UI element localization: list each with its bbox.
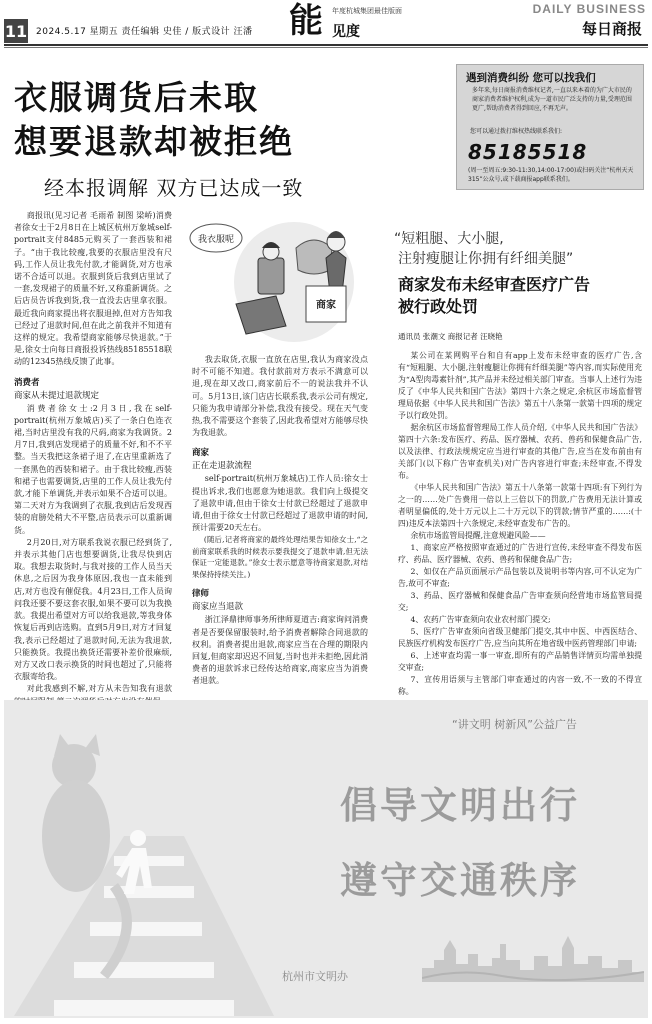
article2-paragraph: 3、药品、医疗器械和保健食品广告审查须向经营地市场监管局提交;	[398, 591, 642, 612]
section-name: 见度	[332, 24, 360, 40]
complaint-box-body: 多年来,每日商报消费维权记者,一直以来本着的为广大市民的商家消费者维护权利,成为一道市民广泛支持的力量,受理范围更广,帮助消费者得到回应,不再无声。	[472, 87, 632, 112]
hotline-number: 85185518	[468, 140, 588, 164]
city-skyline-graphic	[422, 920, 644, 982]
article1-column2	[192, 354, 368, 688]
lawyer-paragraph: 浙江泽鼎律师事务所律师夏道吉:商家询问消费者是否要保留服装时,给予消费者解除合同退款的权利。消费者提出退款,商家应当在合理的期限内回复,但商家却迟迟不回复,当时也并未拒绝,因此消费者的退款诉求已经传达给商家,商家应当为消费者退款。	[192, 615, 368, 686]
ad-organization: 杭州市文明办	[282, 970, 348, 983]
cat-pedestrian-illustration	[14, 726, 274, 1016]
article2-paragraph: 余杭市场监管局提醒,注意规避风险——	[410, 531, 546, 540]
article1-column1	[14, 210, 172, 708]
article-subtitle: 经本报调解 双方已达成一致	[44, 176, 304, 200]
article2-byline: 通讯员 张潮文 商报记者 汪晓艳	[398, 332, 503, 341]
complaint-box-title: 遇到消费纠纷 您可以找我们	[466, 72, 596, 84]
article2-quote-line1: “短粗腿、大小腿,	[394, 231, 504, 247]
article2-paragraph: 据余杭区市场监督管理局工作人员介绍,《中华人民共和国广告法》第四十六条:发布医疗、药品、医疗器械、农药、兽药和保健食品广告,以及法律、行政法规规定应当进行审查的其他广告,应当在发布前由有关部门(以下称广告审查机关)对广告内容进行审查;未经审查,不得发布。	[398, 423, 642, 480]
merchant-paragraph: self-portrait(杭州万象城店)工作人员:徐女士提出诉求,我们也愿意为她退款。我们向上级提交了退款申请,但由于徐女士付款已经超过了退款申请,但由于徐女士付款已经超过了退款申请的时间,预计需要20天左右。	[192, 474, 368, 533]
article2-paragraph: 《中华人民共和国广告法》第五十八条第一款第十四项:有下列行为之一的……处广告费用一倍以上三倍以下的罚款,广告费用无法计算或者明显偏低的,处十万元以上二十万元以下的罚款;情节严重的……:(十四)违反本法第四十六条规定,未经审查发布广告的。	[398, 483, 642, 528]
col1-paragraph: 2月20日,对方联系我说衣服已经到货了,并表示其他门店也想要调货,让我尽快到店取。我想去取货时,与我对接的工作人员当天休息,之后因为我身体原因,我也一直未能到店,对方也没有催促我。4月23日,工作人员询问我还要不要这套衣服,如果不要可以为我换款。我提出希望对方可以给我退款,等我身体恢复后再到店选购。直到5月9日,对方才回复我,表示已经超过了退款时间,无法为我退款,只能换货。我提出换货还需要补差价很麻烦,对方又改口表示换货的时间也超过了,只能将衣服寄给我。	[14, 537, 172, 682]
shop-sign: 商家	[316, 300, 336, 311]
merchant-head: 商家	[192, 448, 210, 459]
col1-paragraph: 对此我感到不解,对方从未告知我有退款	[26, 684, 172, 694]
bubble-text: 我衣服呢	[197, 235, 235, 245]
article2-body	[398, 350, 642, 698]
article2-title-line2: 被行政处罚	[398, 297, 479, 316]
daily-business-label: DAILY BUSINESS	[532, 2, 646, 16]
article2-paragraph: 7、宣传用语须与主管部门审查通过的内容一致,不一致的不得宣称。	[398, 675, 642, 696]
article-title-line1: 衣服调货后未取	[14, 78, 259, 117]
col1-paragraph: 消费者徐女士:2月3日,我在self-portrait(杭州万象城店)买了一条白色连衣裙,当时店里没有我的尺码,商家为我调货。2月7日,我到店发现裙子的质量不好,和不不平整。当天我把这条裙子退了,在店里重新选了一套黑色的西装和裙子。由于我比较瘦,西装和裙子也需要调货,店里的工作人员让我先付款,才能下单调货,并表示如果不合适可以退。第二天对方为我调到了衣服,我到店后发现西装的肩膀处稍大不平整,店员表示可以重新调货。	[14, 403, 172, 535]
header-slogan: 年度杭城集团最佳版面	[332, 7, 402, 15]
ad-tag: “讲文明 树新风”公益广告	[452, 718, 577, 731]
date-line: 2024.5.17 星期五 责任编辑 史佳 / 版式设计 汪潘	[36, 27, 253, 37]
header-rule-thin	[4, 47, 648, 48]
intro-paragraph: 商报讯(见习记者 毛雨希 制图 梁峤)消费者徐女士于2月8日在上城区杭州万象城self-portrait支付8485元购买了一套西装和裙子。“由于我比较瘦,我要的衣服店里没有尺码,工作人员让我先付款,才能调货,对方也承诺不合适可以退。衣服到货后我到店里试了一套,发现裙子的质量不好,又称重新调货。之后店员告诉我到货,我一直没去店里拿衣服。最近我向商家提出将衣服退掉,但对方告知我已经过了退款时间,但在此之前我并不知道有这样的规定。我希望商家能够尽快退款。”于是,徐女士向每日商报投诉热线85185518联动的12345热线反馈了此事。	[14, 211, 172, 367]
article2-paragraph: 某公司在某网购平台和自有app上发布未经审查的医疗广告,含有“短粗腿、大小腿,注射瘦腿让你拥有纤细美腿”等内容,而实际使用充为“A型肉毒素针剂”,其产品并未经过相关部门审查。当事人上述行为违反了《中华人民共和国广告法》第四十六条之规定,余杭区市场监督管理局依据《中华人民共和国广告法》第五十八条第一款第十四项的规定予以行政处罚。	[398, 351, 642, 420]
article2-paragraph: 2、如仅在产品页面展示产品包装以及说明书等内容,可不认定为广告,故可不审查;	[398, 567, 642, 588]
hotline-hours: (周一至周五:9:30-11:30,14:00-17:00)或扫码关注“杭州天天315”公众号,或下载商报app联系我们。	[468, 167, 634, 183]
ad-headline-line2: 遵守交通秩序	[340, 859, 580, 902]
note-paragraph: (随后,记者将商家的最终处理结果告知徐女士,“之前商家联系我的时候表示要我提交了退款申请,但无法保证一定能退款。”徐女士表示愿意等待商家退款,对结果保持持续关注。)	[192, 535, 368, 579]
section-mark: 能	[289, 1, 323, 41]
consumer-subhead: 商家从未提过退款规定	[14, 390, 100, 401]
article2-paragraph: 4、农药广告审查须向农业农村部门提交;	[410, 615, 551, 624]
page-number: 11	[4, 19, 28, 43]
dispute-illustration	[176, 208, 386, 350]
article2-paragraph: 5、医疗广告审查须向省级卫健部门提交,其中中医、中西医结合、民族医疗机构发布医疗广告,应当向其所在地省级中医药管理部门申请;	[398, 627, 642, 648]
lawyer-subhead: 商家应当退款	[192, 602, 244, 613]
col2-paragraph: 我去取货,衣服一直放在店里,我认为商家没点时不可能不知道。我付款前对方表示不满意可以退,现在却又改口,商家前后不一的说法我并不认可。5月13日,该门店店长联系我,表示公司有规定,只能为我申请部分补偿,我没有接受。现在天气变热,我不需要这个套装了,因此我希望对方能够尽快为我退款。	[192, 355, 368, 438]
lawyer-head: 律师	[192, 589, 210, 600]
article2-paragraph: 6、上述审查均需一事一审查,即所有的产品销售详情页均需单独提交审查;	[398, 651, 642, 672]
ad-headline-line1: 倡导文明出行	[340, 784, 580, 827]
header-rule	[4, 44, 648, 46]
article2-title-line1: 商家发布未经审查医疗广告	[398, 275, 591, 294]
hotline-text: 您可以通过拨打维权热线联系我们:	[470, 128, 563, 135]
merchant-subhead: 正在走退款流程	[192, 461, 252, 472]
consumer-head: 消费者	[14, 377, 40, 388]
article-title-line2: 想要退款却被拒绝	[14, 122, 294, 161]
article2-paragraph: 1、商家应严格按照审查通过的广告进行宣传,未经审查不得发布医疗、药品、医疗器械、农药、兽药和保健食品广告;	[398, 543, 642, 564]
brand-logo: 每日商报	[581, 20, 642, 38]
article2-quote-line2: 注射瘦腿让你拥有纤细美腿”	[398, 251, 574, 267]
